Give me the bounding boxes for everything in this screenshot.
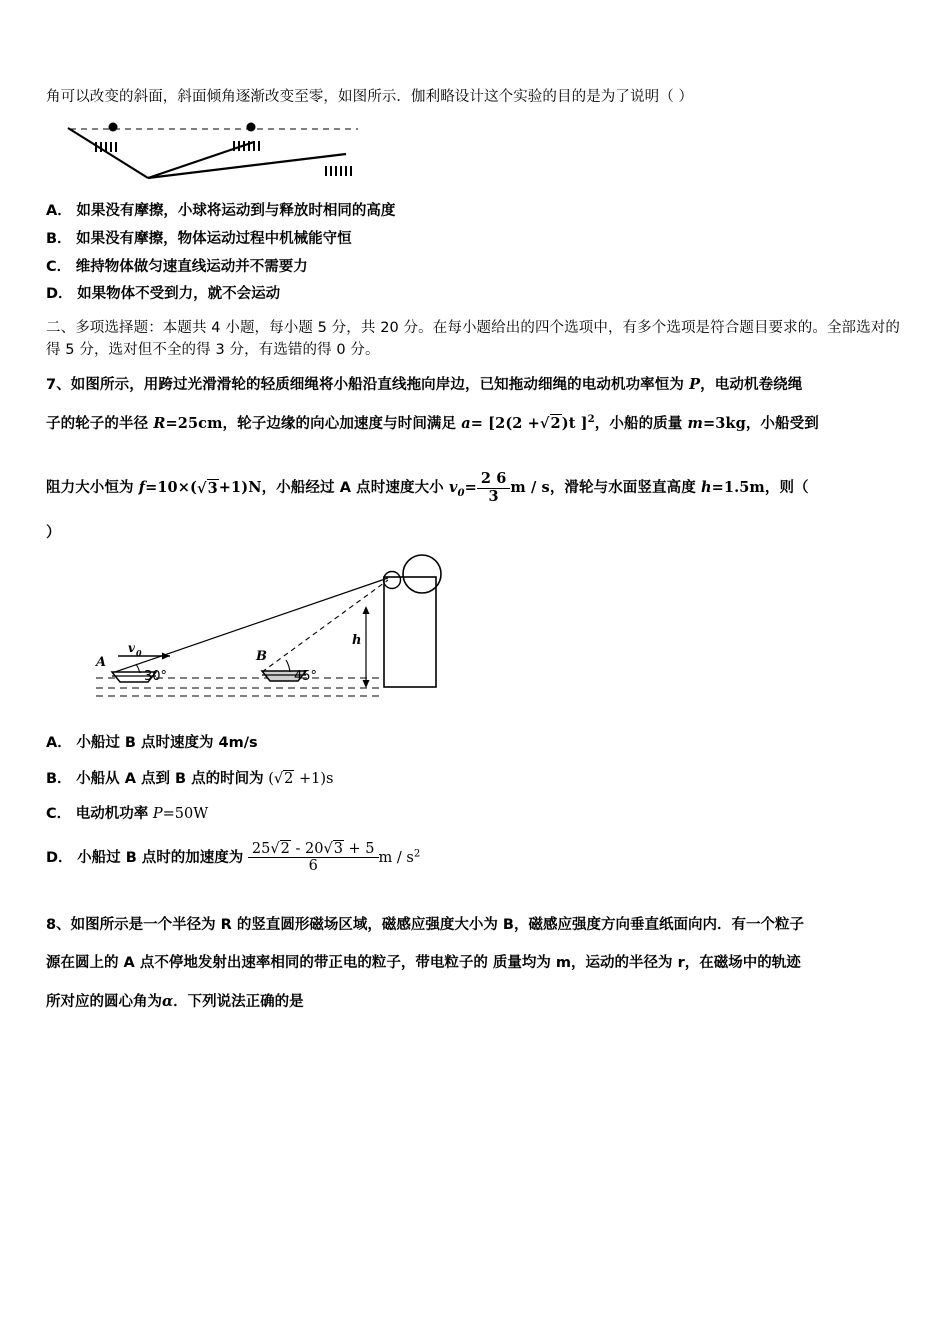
option-label: D． (46, 849, 73, 866)
v0-denominator: 3 (488, 488, 499, 506)
q7-value-f-1: =10×( (145, 479, 197, 497)
q7-text-6: ，小船受到 (745, 415, 819, 432)
q7-text-8: ，小船经过 A 点时速度大小 (261, 480, 444, 497)
q7-text-4: ，轮子边缘的向心加速度与时间满足 (222, 415, 457, 432)
q7-value-h: =1.5m (711, 479, 765, 497)
option-label: A． (46, 735, 72, 752)
question-8-line-2: 源在圆上的 A 点不停地发射出速率相同的带正电的粒子，带电粒子的 质量均为 m，运动的半径为 r，在磁场中的轨迹 (46, 954, 801, 971)
option-text: 小船从 A 点到 B 点的时间为 (76, 770, 264, 787)
svg-text:v: v (128, 641, 135, 656)
question-7-option-b (46, 766, 906, 794)
q7-symbol-m: m (687, 414, 703, 432)
q7-value-R: =25cm (165, 414, 223, 432)
option-text: 小船过 B 点时的加速度为 (77, 849, 244, 866)
q7-symbol-a: a (461, 414, 471, 432)
sqrt-3-icon: √3 (323, 840, 343, 857)
q7-symbol-P: P (689, 375, 701, 393)
figure-1-svg (58, 114, 378, 186)
q7-symbol-v0: v (448, 479, 458, 497)
q7-value-a-2: )t ] (561, 414, 588, 432)
q7-value-a-1: = [2(2 + (470, 414, 540, 432)
option-label: A． (46, 203, 72, 220)
question-8-line-1: 8、如图所示是一个半径为 R 的竖直圆形磁场区域，磁感应强度大小为 B，磁感应强度方向垂直纸面向内．有一个粒子 (46, 917, 804, 934)
q7-symbol-f: f (138, 479, 146, 497)
q7-symbol-R: R (153, 414, 166, 432)
q7-value-a-exp: 2 (587, 413, 595, 426)
question-7-stem-line-1 (46, 374, 906, 396)
velocity-arrow-icon (118, 653, 170, 660)
option-d-unit: m / s (378, 849, 414, 866)
option-label: B． (46, 231, 72, 248)
option-text: 如果没有摩擦，物体运动过程中机械能守恒 (76, 231, 352, 248)
figure-2-svg (66, 552, 486, 712)
q7-text-5: ，小船的质量 (594, 415, 683, 432)
document-content (46, 86, 906, 1021)
option-label: C． (46, 258, 72, 275)
svg-text:h: h (352, 633, 362, 649)
option-c-value: =50W (162, 806, 209, 823)
question-6-option-b (46, 226, 906, 254)
option-label: D． (46, 286, 73, 303)
boat-pulley-figure (66, 552, 486, 712)
question-7-option-a (46, 730, 906, 758)
question-7-stem-line-4: ） (46, 524, 61, 541)
svg-text:45°: 45° (294, 669, 318, 685)
option-d-unit-exp: 2 (413, 848, 421, 860)
section-2-heading: 二、多项选择题：本题共 4 小题，每小题 5 分，共 20 分。在每小题给出的四个选项中，有多个选项是符合题目要求的。全部选对的得 5 分，选对但不全的得 3 分，有选错的得 0 分。 (46, 319, 900, 359)
question-6-option-c (46, 254, 906, 282)
option-text: 电动机功率 (75, 806, 149, 823)
q8-text-post: ．下列说法正确的是 (173, 993, 304, 1010)
question-7-stem-line-2 (46, 412, 906, 435)
svg-text:B: B (256, 649, 267, 665)
question-6-option-d (46, 281, 906, 309)
q7-text-3: 子的轮子的半径 (46, 415, 149, 432)
q7-value-f-2: +1)N (218, 479, 262, 497)
q8-symbol-alpha: α (162, 992, 174, 1010)
svg-text:A: A (96, 655, 107, 671)
question-7-option-d (46, 841, 906, 875)
option-text: 维持物体做匀速直线运动并不需要力 (75, 258, 308, 275)
q7-value-m: =3kg (702, 414, 746, 432)
sqrt-2-icon: √2 (270, 840, 290, 857)
option-text: 如果物体不受到力，就不会运动 (77, 286, 281, 303)
q7-text-2: ，电动机卷绕绳 (700, 376, 803, 393)
svg-text:0: 0 (136, 648, 142, 659)
option-text: 如果没有摩擦，小球将运动到与释放时相同的高度 (76, 203, 396, 220)
q7-symbol-h: h (700, 479, 712, 497)
option-d-fraction (248, 841, 379, 875)
q7-eq: = (464, 479, 477, 497)
question-7-stem-line-3 (46, 471, 906, 505)
question-7-option-c (46, 801, 906, 829)
svg-text:30°: 30° (144, 669, 168, 685)
option-c-symbol-P: P (152, 806, 163, 823)
v0-numerator: 2 6 (477, 471, 511, 489)
option-b-expression: (√2 +1)s (268, 771, 333, 787)
q7-v0-unit: m / s (510, 479, 550, 497)
question-8-line-3 (46, 983, 906, 1022)
q8-text-pre: 所对应的圆心角为 (46, 993, 162, 1010)
option-label: C． (46, 806, 72, 823)
v0-fraction (477, 471, 511, 505)
option-text: 小船过 B 点时速度为 4m/s (76, 735, 258, 752)
q7-text-7: 阻力大小恒为 (46, 480, 134, 497)
galileo-inclined-plane-figure (58, 114, 378, 186)
option-label: B． (46, 770, 72, 787)
q7-symbol-v0-sub: 0 (457, 487, 465, 500)
option-d-denominator: 6 (308, 858, 318, 875)
option-d-numerator: 25√2 - 20√3 + 5 (248, 841, 379, 859)
q7-text-1: 7、如图所示，用跨过光滑滑轮的轻质细绳将小船沿直线拖向岸边，已知拖动细绳的电动机功率恒为 (46, 376, 684, 393)
question-6-option-a (46, 198, 906, 226)
q7-text-10: ，则（ (764, 480, 809, 497)
sqrt-2-icon: √2 (539, 414, 561, 432)
height-dimension-arrow (363, 606, 370, 688)
sqrt-3-icon: √3 (196, 479, 218, 497)
sqrt-2-icon: √2 (273, 770, 294, 787)
question-6-stem: 角可以改变的斜面，斜面倾角逐渐改变至零，如图所示．伽利略设计这个实验的目的是为了说明（ ） (46, 89, 694, 105)
q7-text-9: ，滑轮与水面竖直高度 (549, 480, 696, 497)
